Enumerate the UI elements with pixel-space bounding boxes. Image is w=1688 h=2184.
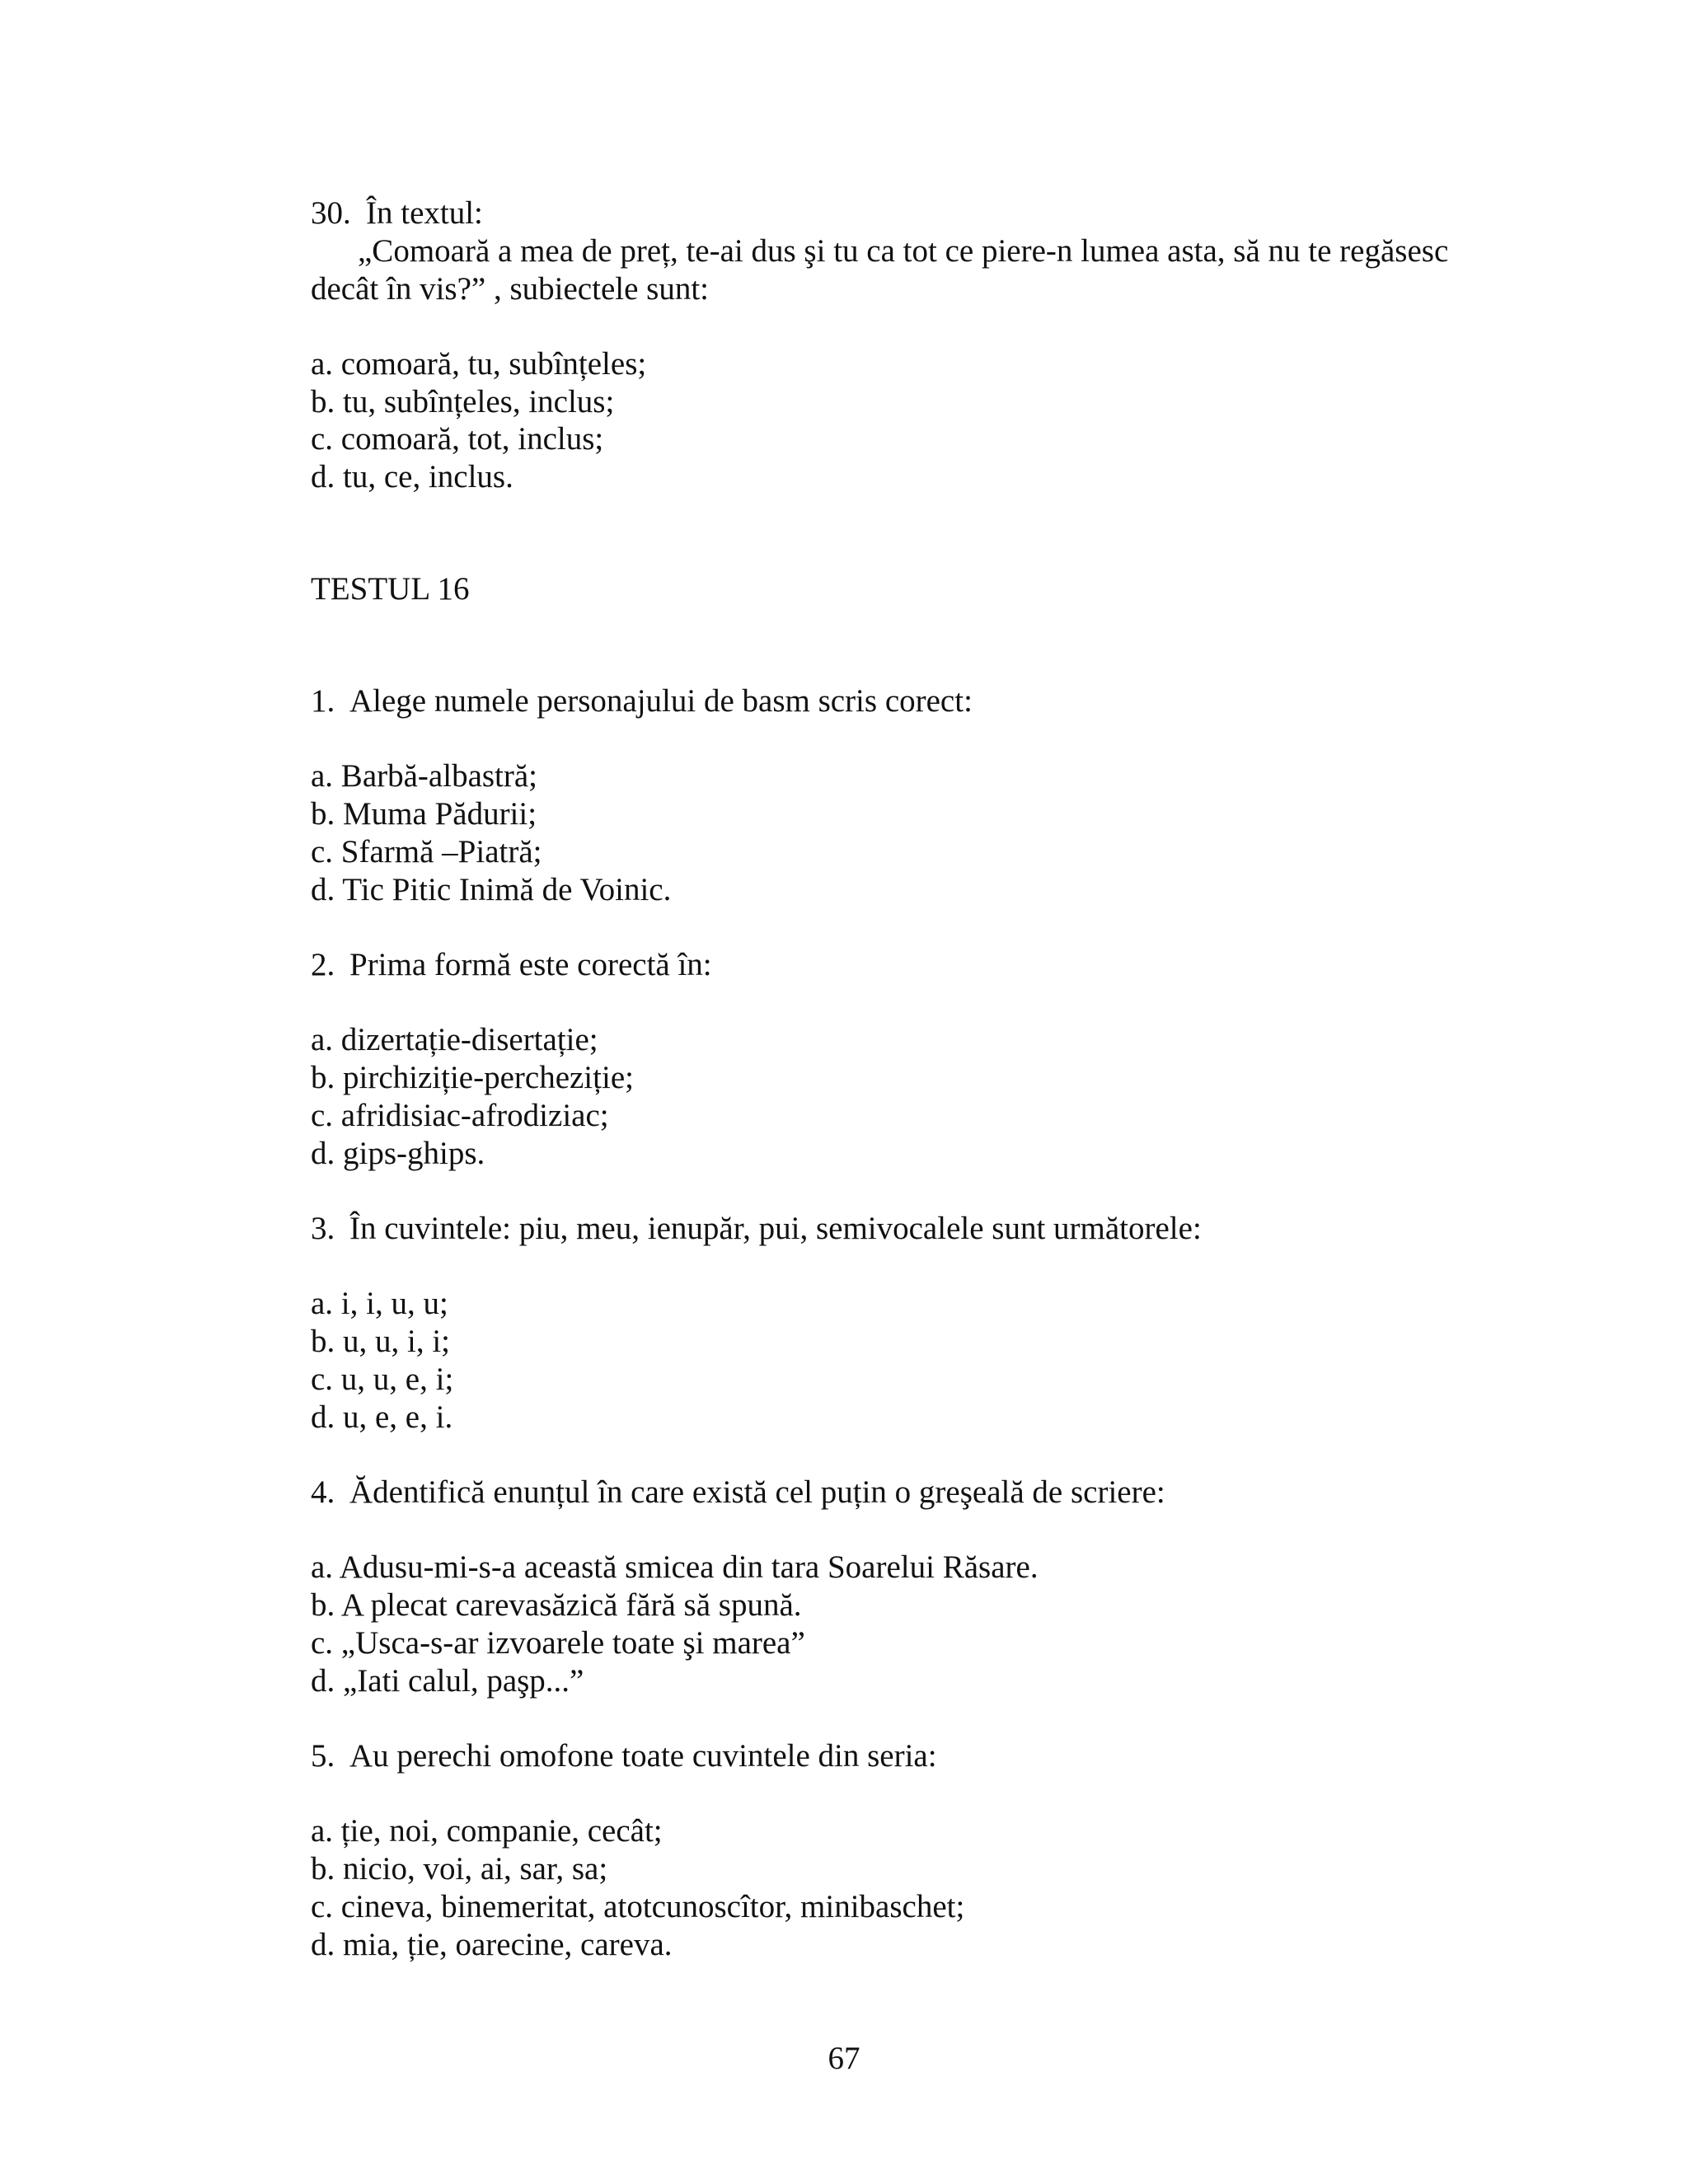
question-1-option-d: d. Tic Pitic Inimă de Voinic. [311, 872, 672, 907]
question-1-option-c: c. Sfarmă –Piatră; [311, 834, 542, 869]
question-text: Prima formă este corectă în: [349, 947, 712, 982]
question-30-option-d: d. tu, ce, inclus. [311, 459, 513, 494]
question-text: În cuvintele: piu, meu, ienupăr, pui, semivocalele sunt următorele: [349, 1211, 1202, 1246]
question-2 [311, 946, 712, 984]
question-1 [311, 682, 973, 720]
question-text: În textul: [366, 195, 483, 231]
question-30-option-a: a. comoară, tu, subînțeles; [311, 346, 647, 382]
question-2-option-d: d. gips-ghips. [311, 1136, 485, 1171]
question-1-option-a: a. Barbă-albastră; [311, 758, 538, 794]
question-text: Ădentifică enunțul în care există cel puțin o greşeală de scriere: [349, 1474, 1165, 1510]
question-number: 1. [311, 683, 335, 719]
question-number: 2. [311, 947, 335, 982]
section-title: TESTUL 16 [311, 571, 470, 607]
question-3 [311, 1210, 1202, 1248]
question-4-option-c: c. „Usca-s-ar izvoarele toate şi marea” [311, 1625, 805, 1661]
question-3-option-c: c. u, u, e, i; [311, 1361, 454, 1397]
question-4-option-a: a. Adusu-mi-s-a această smicea din tara Soarelui Răsare. [311, 1549, 1039, 1585]
question-4-option-d: d. „Iati calul, paşp...” [311, 1663, 584, 1699]
question-30-quote-line-1: „Comoară a mea de preț, te-ai dus şi tu ca tot ce piere-n lumea asta, să nu te regăsesc [358, 233, 1449, 269]
question-5-option-b: b. nicio, voi, ai, sar, sa; [311, 1851, 608, 1886]
page-number: 67 [828, 2041, 860, 2076]
question-number: 30. [311, 195, 351, 231]
question-2-option-b: b. pirchiziție-percheziție; [311, 1060, 634, 1095]
question-number: 3. [311, 1211, 335, 1246]
question-1-option-b: b. Muma Pădurii; [311, 796, 537, 832]
question-30-option-b: b. tu, subînțeles, inclus; [311, 384, 615, 419]
question-text: Alege numele personajului de basm scris corect: [349, 683, 973, 719]
question-30-quote-line-2: decât în vis?” , subiectele sunt: [311, 271, 710, 307]
question-3-option-b: b. u, u, i, i; [311, 1324, 451, 1359]
question-30-heading [311, 194, 483, 232]
question-text: Au perechi omofone toate cuvintele din seria: [349, 1738, 937, 1774]
question-number: 4. [311, 1474, 335, 1510]
question-4 [311, 1474, 1165, 1511]
question-2-option-c: c. afridisiac-afrodiziac; [311, 1098, 609, 1133]
question-5 [311, 1737, 937, 1775]
question-30-option-c: c. comoară, tot, inclus; [311, 421, 604, 457]
question-5-option-d: d. mia, ție, oarecine, careva. [311, 1927, 673, 1962]
question-5-option-a: a. ție, noi, companie, cecât; [311, 1813, 663, 1849]
question-number: 5. [311, 1738, 335, 1774]
question-3-option-d: d. u, e, e, i. [311, 1399, 453, 1435]
question-4-option-b: b. A plecat carevasăzică fără să spună. [311, 1587, 802, 1623]
question-5-option-c: c. cineva, binemeritat, atotcunoscîtor, minibaschet; [311, 1889, 965, 1924]
question-2-option-a: a. dizertație-disertație; [311, 1022, 598, 1057]
question-3-option-a: a. i, i, u, u; [311, 1286, 448, 1321]
